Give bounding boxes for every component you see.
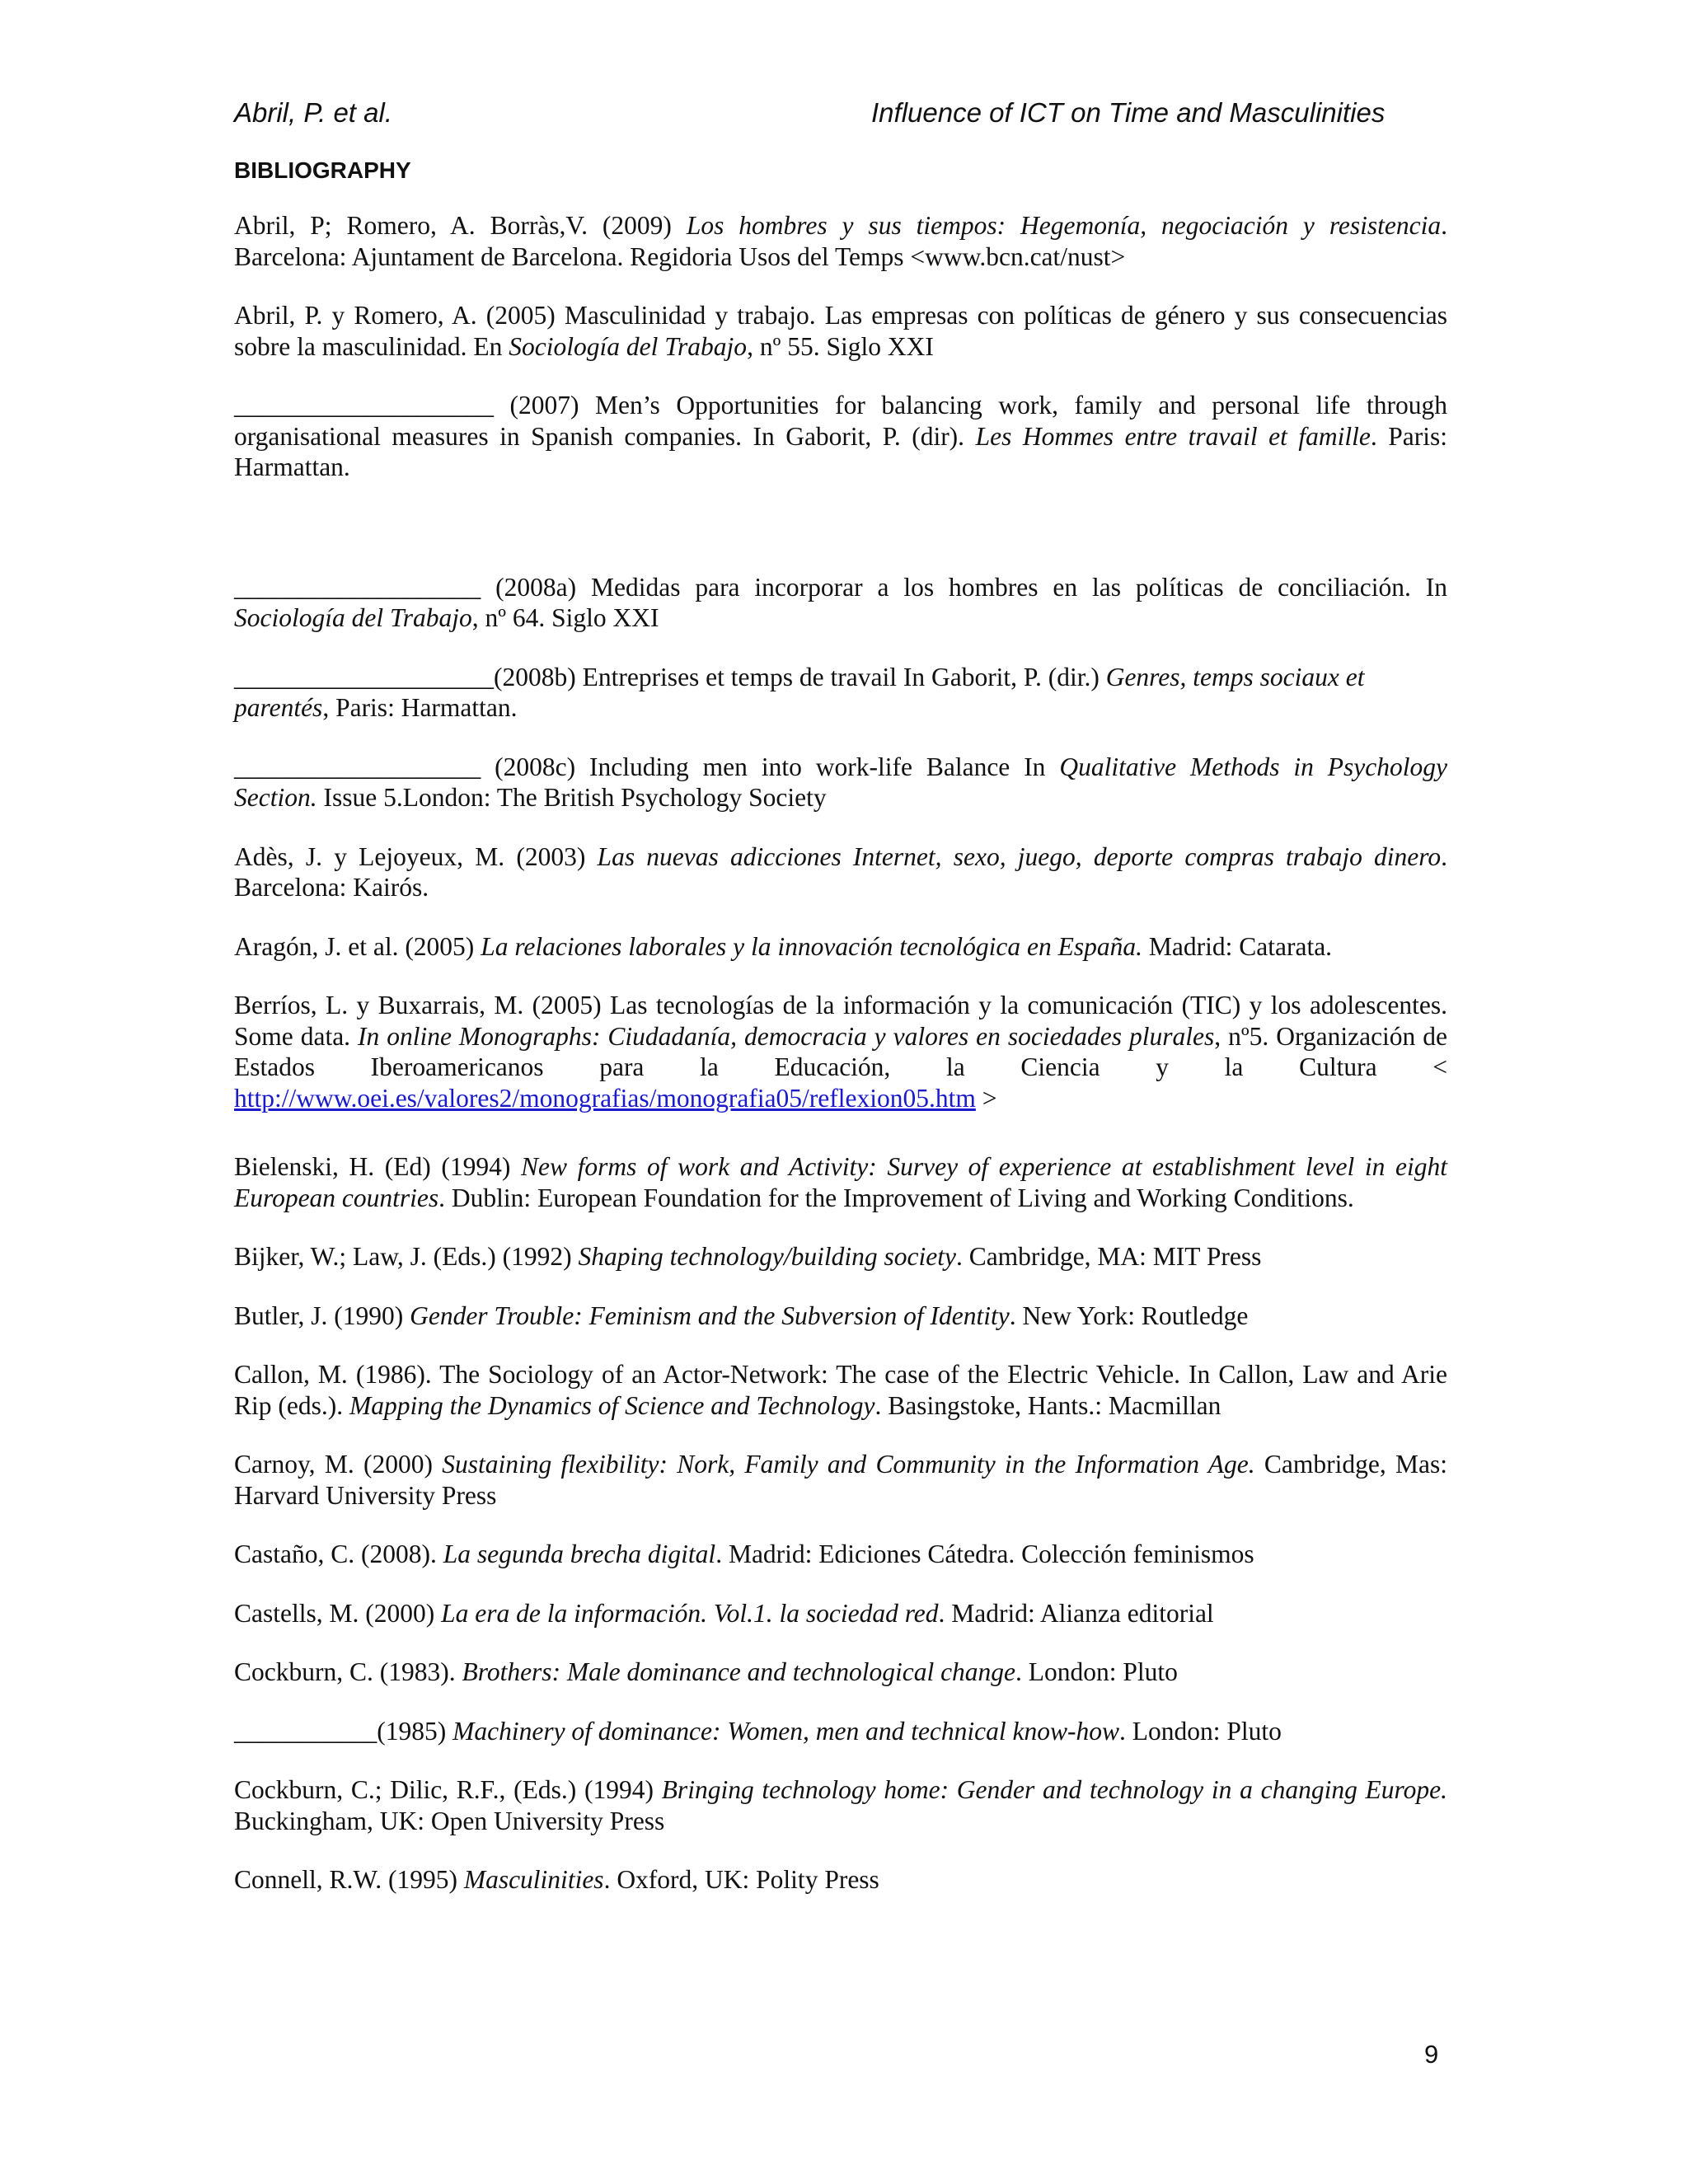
reference-item: ____________________(2008b) Entreprises et temps de travail In Gaborit, P. (dir.) Genres, temps sociaux et parentés, Paris: Harmattan. xyxy=(234,662,1365,722)
reference-item: ____________________ (2007) Men’s Opportunities for balancing work, family and personal life through organisational measures in Spanish companies. In Gaborit, P. (dir). Les Hommes entre travail et famille. Paris: Harmattan. xyxy=(234,391,1447,481)
reference-item: Bijker, W.; Law, J. (Eds.) (1992) Shaping technology/building society. Cambridge, MA: MIT Press xyxy=(234,1242,1262,1271)
reference-item: ___________(1985) Machinery of dominance: Women, men and technical know-how. London: Pluto xyxy=(234,1716,1282,1746)
running-header xyxy=(234,97,1446,134)
reference-item: Abril, P; Romero, A. Borràs,V. (2009) Los hombres y sus tiempos: Hegemonía, negociación y resistencia. Barcelona: Ajuntament de Barcelona. Regidoria Usos del Temps <www.bcn.cat/nust> xyxy=(234,211,1447,271)
reference-link[interactable]: http://www.oei.es/valores2/monografias/monografia05/reflexion05.htm xyxy=(234,1083,976,1113)
page-number: 9 xyxy=(1424,2040,1439,2069)
reference-item: Adès, J. y Lejoyeux, M. (2003) Las nuevas adicciones Internet, sexo, juego, deporte compras trabajo dinero. Barcelona: Kairós. xyxy=(234,841,1447,902)
reference-item: Cockburn, C. (1983). Brothers: Male dominance and technological change. London: Pluto xyxy=(234,1657,1178,1686)
reference-item: Connell, R.W. (1995) Masculinities. Oxford, UK: Polity Press xyxy=(234,1865,879,1894)
header-authors: Abril, P. et al. xyxy=(234,97,392,128)
reference-item: Cockburn, C.; Dilic, R.F., (Eds.) (1994) Bringing technology home: Gender and technology in a changing Europe. Buckingham, UK: Open University Press xyxy=(234,1775,1447,1835)
reference-item: ___________________ (2008a) Medidas para incorporar a los hombres en las políticas de conciliación. In Sociología del Trabajo, nº 64. Siglo XXI xyxy=(234,572,1447,632)
reference-item: Bielenski, H. (Ed) (1994) New forms of work and Activity: Survey of experience at establishment level in eight European countries. Dublin: European Foundation for the Improvement of Living and Working Conditions. xyxy=(234,1152,1448,1212)
reference-item: Castells, M. (2000) La era de la información. Vol.1. la sociedad red. Madrid: Alianza editorial xyxy=(234,1598,1214,1628)
reference-item: Abril, P. y Romero, A. (2005) Masculinidad y trabajo. Las empresas con políticas de género y sus consecuencias sobre la masculinidad. En Sociología del Trabajo, nº 55. Siglo XXI xyxy=(234,301,1447,361)
section-title: BIBLIOGRAPHY xyxy=(234,157,411,183)
reference-item: ___________________ (2008c) Including men into work-life Balance In Qualitative Methods in Psychology Section. Issue 5.London: The British Psychology Society xyxy=(234,752,1447,812)
reference-item: Aragón, J. et al. (2005) La relaciones laborales y la innovación tecnológica en España. Madrid: Catarata. xyxy=(234,931,1333,961)
reference-item: Butler, J. (1990) Gender Trouble: Feminism and the Subversion of Identity. New York: Routledge xyxy=(234,1301,1249,1330)
reference-item: Castaño, C. (2008). La segunda brecha digital. Madrid: Ediciones Cátedra. Colección feminismos xyxy=(234,1540,1254,1568)
reference-item: Callon, M. (1986). The Sociology of an Actor-Network: The case of the Electric Vehicle. In Callon, Law and Arie Rip (eds.). Mapping the Dynamics of Science and Technology. Basingstoke, Hants.: Macmillan xyxy=(234,1360,1447,1420)
reference-list xyxy=(234,210,1447,1924)
reference-item: Berríos, L. y Buxarrais, M. (2005) Las tecnologías de la información y la comunicación (TIC) y los adolescentes. Some data. In online Monographs: Ciudadanía, democracia y valores en sociedades plurales, nº5. Organización de Estados Iberoamericanos para la Educación, la Ciencia y la Cultura < http://www.oei.es/valores2/monografias/monografia05/reflexion05.htm > xyxy=(234,991,1448,1113)
reference-item: Carnoy, M. (2000) Sustaining flexibility: Nork, Family and Community in the Information Age. Cambridge, Mas: Harvard University Press xyxy=(234,1450,1447,1510)
header-title: Influence of ICT on Time and Masculinities xyxy=(871,97,1386,128)
